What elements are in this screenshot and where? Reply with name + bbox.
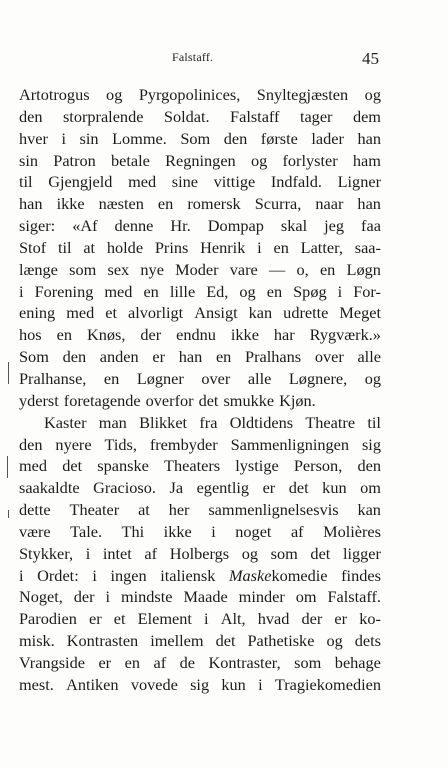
text-line: Vrangside er en af de Kontraster, som behage [19, 652, 381, 672]
text-line: Artotrogus og Pyrgopolinices, Snyltegjæsten og [19, 85, 381, 104]
text-line: Parodien er et Element i Alt, hvad der er ko- [19, 609, 381, 629]
body-text [19, 84, 381, 696]
margin-mark [7, 456, 8, 478]
text-line: den nyere Tids, frembyder Sammenligningen sig [19, 434, 381, 454]
text-line: saakaldte Gracioso. Ja egentlig er det kun om [19, 478, 381, 498]
text-line: med det spanske Theaters lystige Person, den [19, 456, 381, 476]
text-line: misk. Kontrasten imellem det Pathetiske og dets [19, 631, 381, 651]
text-line: mest. Antiken vovede sig kun i Tragiekomedien [19, 674, 381, 694]
text-line: i Ordet: i ingen italiensk Maskekomedie findes [19, 565, 381, 585]
text-line: dette Theater at her sammenlignelsesvis kan [19, 500, 381, 520]
text-line: til Gjengjeld med sine vittige Indfald. Ligner [19, 172, 381, 192]
text-line: Pralhanse, en Løgner over alle Løgnere, og [19, 368, 381, 388]
text-line: Kaster man Blikket fra Oldtidens Theatre til [44, 412, 381, 432]
running-head [0, 50, 448, 70]
text-line: han ikke næsten en romersk Scurra, naar han [19, 194, 381, 214]
text-line: i Forening med en lille Ed, og en Spøg i For- [19, 281, 381, 301]
text-line: være Tale. Thi ikke i noget af Molières [19, 521, 381, 541]
text-line: Som den anden er han en Pralhans over alle [19, 347, 381, 367]
text-line: siger: «Af denne Hr. Dompap skal jeg faa [19, 216, 381, 236]
text-line: længe som sex nye Moder vare — o, en Løgn [19, 259, 381, 279]
text-line: hos en Knøs, der endnu ikke har Rygværk.» [19, 325, 381, 345]
text-line: Noget, der i mindste Maade minder om Falstaff. [19, 587, 381, 607]
margin-mark [8, 362, 9, 384]
margin-mark [8, 510, 9, 518]
text-line: hver i sin Lomme. Som den første lader han [19, 128, 381, 148]
text-line: ening med et alvorligt Ansigt kan udrette Meget [19, 303, 381, 323]
running-title: Falstaff. [172, 50, 214, 64]
page-number: 45 [362, 49, 379, 68]
text-line: yderst foretagende overfor det smukke Kjøn. [19, 390, 316, 410]
text-line: Stof til at holde Prins Henrik i en Latter, saa- [19, 237, 381, 257]
text-line: sin Patron betale Regningen og forlyster ham [19, 150, 381, 170]
text-line: den storpralende Soldat. Falstaff tager dem [19, 106, 381, 126]
text-line: Stykker, i intet af Holbergs og som det ligger [19, 543, 381, 563]
